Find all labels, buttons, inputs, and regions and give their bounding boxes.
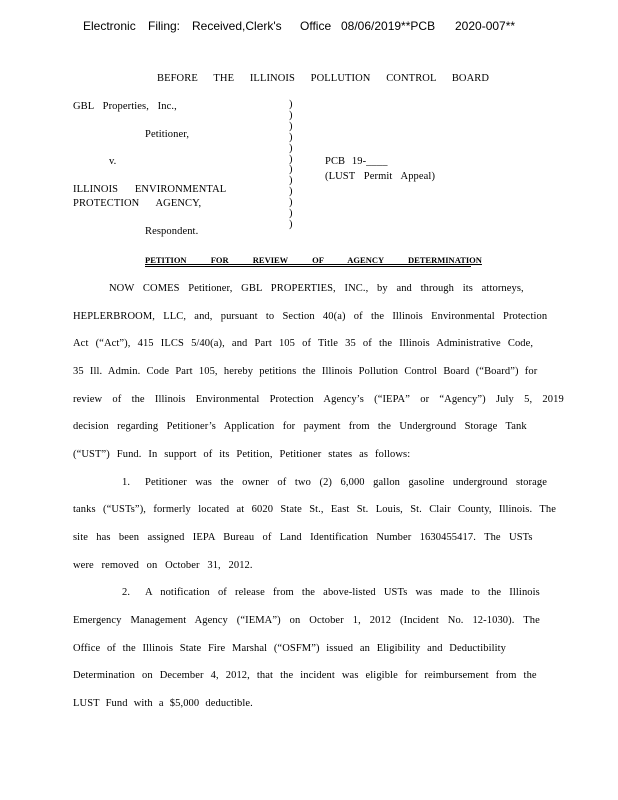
caption-paren: ): [289, 175, 293, 187]
intro-line-2: HEPLERBROOM, LLC, and, pursuant to Section 40(a) of the Illinois Environmental Protection: [73, 311, 548, 322]
caption-paren: ): [289, 99, 293, 110]
respondent-name-line2: PROTECTION AGENCY,: [73, 198, 202, 209]
board-heading: BEFORE THE ILLINOIS POLLUTION CONTROL BOARD: [157, 73, 490, 84]
paragraph-1-line-2: tanks (“USTs”), formerly located at 6020 State St., East St. Louis, St. Clair County, Illinois. The: [73, 504, 556, 515]
title-underline: [145, 266, 471, 267]
caption-paren: ): [289, 109, 293, 121]
paragraph-1-line-3: site has been assigned IEPA Bureau of Land Identification Number 1630455417. The USTs: [73, 532, 533, 543]
filing-header-received: Received,Clerk's: [192, 19, 282, 33]
caption-paren: ): [289, 142, 293, 154]
filing-header-filing: Filing:: [148, 19, 181, 33]
paragraph-1-line-4: were removed on October 31, 2012.: [73, 560, 253, 571]
caption-paren: ): [289, 197, 293, 209]
paragraph-2-number: 2.: [122, 587, 131, 598]
petitioner-name: GBL Properties, Inc.,: [73, 101, 177, 112]
caption-paren: ): [289, 153, 293, 165]
paragraph-2-line-5: LUST Fund with a $5,000 deductible.: [73, 698, 253, 709]
filing-header-office: Office: [300, 19, 332, 33]
filing-header-date-pcb: 08/06/2019**PCB: [341, 19, 436, 33]
respondent-role: Respondent.: [145, 226, 199, 237]
intro-line-7: (“UST”) Fund. In support of its Petition, Petitioner states as follows:: [73, 449, 411, 460]
paragraph-2-line-4: Determination on December 4, 2012, that the incident was eligible for reimbursement from the: [73, 670, 537, 681]
paragraph-2-line-3: Office of the Illinois State Fire Marshal (“OSFM”) issued an Eligibility and Deductibility: [73, 643, 506, 654]
paragraph-2-line-2: Emergency Management Agency (“IEMA”) on October 1, 2012 (Incident No. 12-1030). The: [73, 615, 540, 626]
filing-header: [0, 19, 618, 37]
intro-line-3: Act (“Act”), 415 ILCS 5/40(a), and Part 105 of Title 35 of the Illinois Administrative Code,: [73, 338, 534, 349]
respondent-name-line1: ILLINOIS ENVIRONMENTAL: [73, 184, 227, 195]
filing-header-case-id: 2020-007**: [455, 19, 516, 33]
document-title: PETITION FOR REVIEW OF AGENCY DETERMINATION: [145, 255, 482, 265]
paragraph-1-line-1: Petitioner was the owner of two (2) 6,000 gallon gasoline underground storage: [145, 477, 547, 488]
paragraph-2-line-1: A notification of release from the above-listed USTs was made to the Illinois: [145, 587, 540, 598]
caption-paren: ): [289, 186, 293, 198]
intro-line-1: NOW COMES Petitioner, GBL PROPERTIES, INC., by and through its attorneys,: [109, 283, 524, 294]
filing-header-electronic: Electronic: [83, 19, 136, 33]
case-type: (LUST Permit Appeal): [325, 171, 436, 182]
paragraph-1-number: 1.: [122, 477, 131, 488]
intro-line-4: 35 Ill. Admin. Code Part 105, hereby petitions the Illinois Pollution Control Board (“Board”) for: [73, 366, 538, 377]
intro-line-5: review of the Illinois Environmental Protection Agency’s (“IEPA” or “Agency”) July 5, 2019: [73, 394, 564, 405]
caption-paren: ): [289, 164, 293, 176]
caption-paren: ): [289, 120, 293, 132]
caption-parenthesis-column: [289, 100, 293, 231]
versus-label: v.: [109, 156, 117, 167]
caption-paren: ): [289, 218, 293, 230]
caption-paren: ): [289, 208, 293, 220]
petitioner-role: Petitioner,: [145, 129, 190, 140]
case-number: PCB 19-____: [325, 156, 388, 167]
caption-paren: ): [289, 131, 293, 143]
intro-line-6: decision regarding Petitioner’s Application for payment from the Underground Storage Tank: [73, 421, 527, 432]
